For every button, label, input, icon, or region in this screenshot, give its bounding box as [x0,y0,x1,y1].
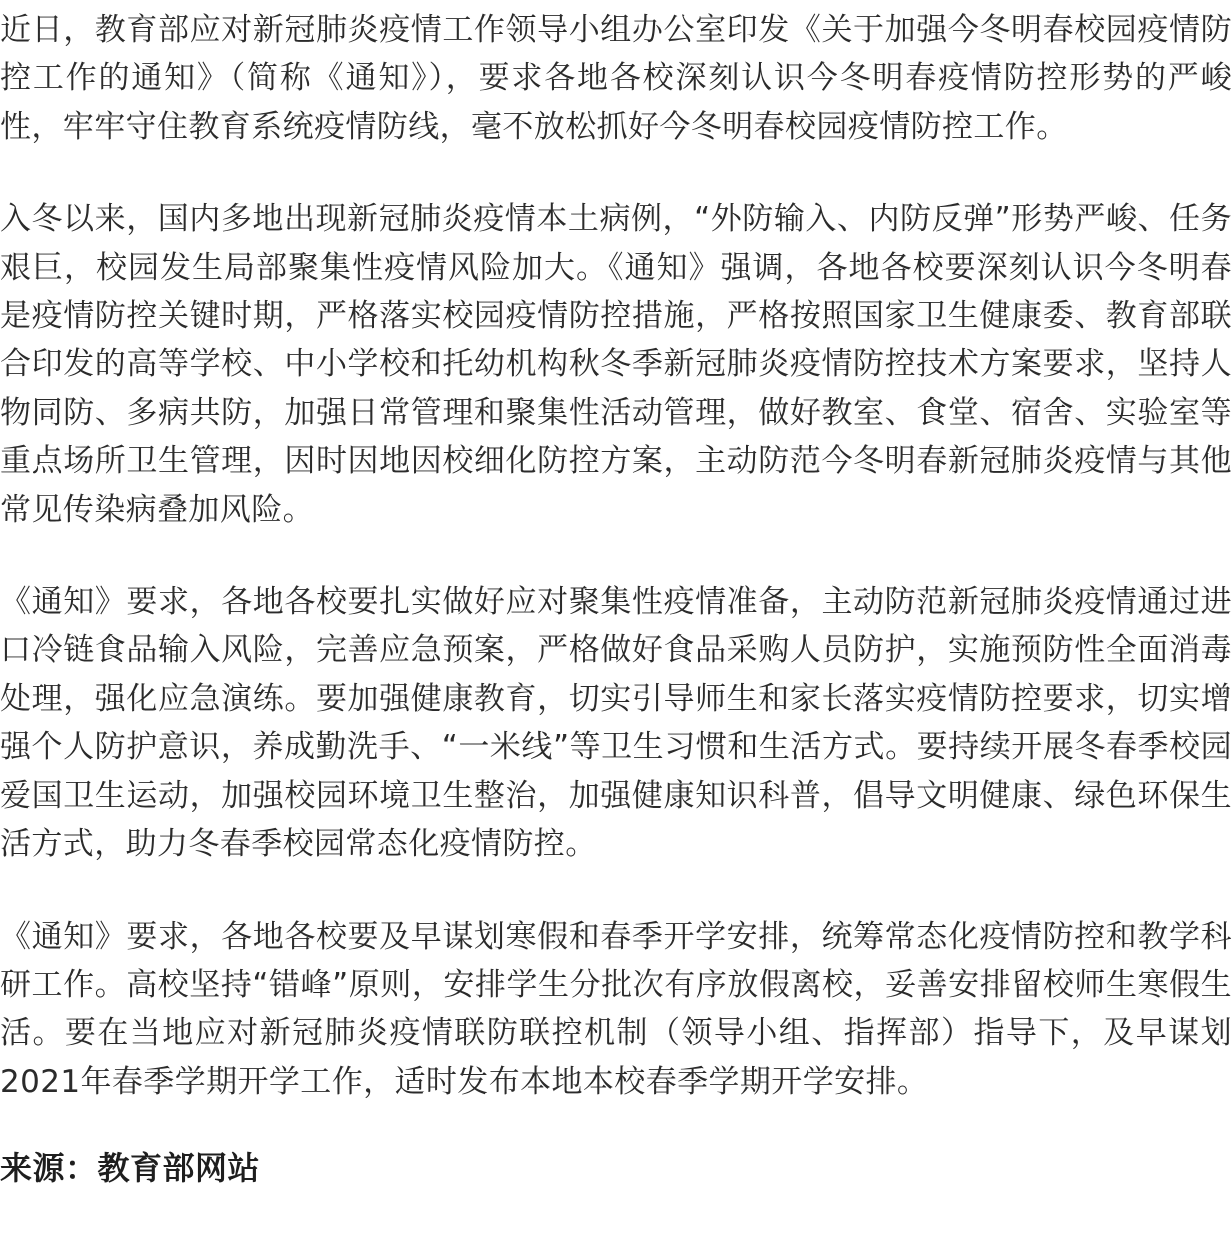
source-label: 来源：教育部网站 [0,1149,261,1188]
paragraph-4: 《通知》要求，各地各校要及早谋划寒假和春季开学安排，统筹常态化疫情防控和教学科研工作。高校坚持“错峰”原则，安排学生分批次有序放假离校，妥善安排留校师生寒假生活。要在当地应对新冠肺炎疫情联防联控机制（领导小组、指挥部）指导下，及早谋划2021年春季学期开学工作，适时发布本地本校春季学期开学安排。 [0,918,1232,1100]
paragraph-2: 入冬以来，国内多地出现新冠肺炎疫情本土病例，“外防输入、内防反弹”形势严峻、任务艰巨，校园发生局部聚集性疫情风险加大。《通知》强调，各地各校要深刻认识今冬明春是疫情防控关键时期，严格落实校园疫情防控措施，严格按照国家卫生健康委、教育部联合印发的高等学校、中小学校和托幼机构秋冬季新冠肺炎疫情防控技术方案要求，坚持人物同防、多病共防，加强日常管理和聚集性活动管理，做好教室、食堂、宿舍、实验室等重点场所卫生管理，因时因地因校细化防控方案，主动防范今冬明春新冠肺炎疫情与其他常见传染病叠加风险。 [0,201,1232,528]
paragraph-1: 近日，教育部应对新冠肺炎疫情工作领导小组办公室印发《关于加强今冬明春校园疫情防控工作的通知》（简称《通知》），要求各地各校深刻认识今冬明春疫情防控形势的严峻性，牢牢守住教育系统疫情防线，毫不放松抓好今冬明春校园疫情防控工作。 [0,12,1232,145]
article-body [0,6,1232,1192]
paragraph-3: 《通知》要求，各地各校要扎实做好应对聚集性疫情准备，主动防范新冠肺炎疫情通过进口冷链食品输入风险，完善应急预案，严格做好食品采购人员防护，实施预防性全面消毒处理，强化应急演练。要加强健康教育，切实引导师生和家长落实疫情防控要求，切实增强个人防护意识，养成勤洗手、“一米线”等卫生习惯和生活方式。要持续开展冬春季校园爱国卫生运动，加强校园环境卫生整治，加强健康知识科普，倡导文明健康、绿色环保生活方式，助力冬春季校园常态化疫情防控。 [0,584,1232,863]
